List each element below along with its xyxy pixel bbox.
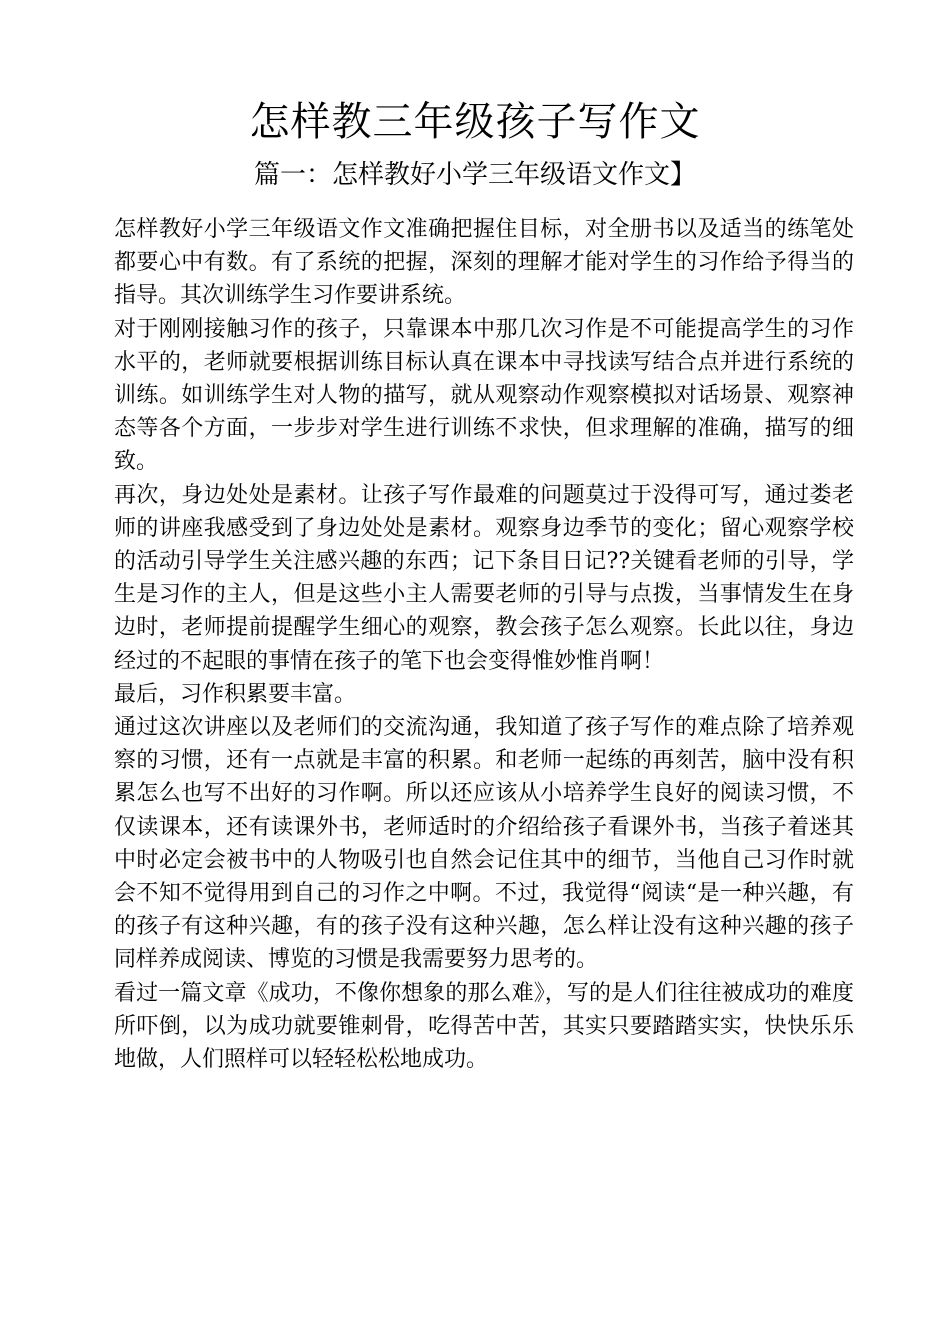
paragraph: 最后，习作积累要丰富。 [114,681,357,707]
document-title: 怎样教三年级孩子写作文 [249,99,701,145]
paragraph: 怎样教好小学三年级语文作文准确把握住目标，对全册书以及适当的练笔处都要心中有数。有了系统的把握，深刻的理解才能对学生的习作给予得当的指导。其次训练学生习作要讲系统。 [114,217,854,309]
document-body [114,213,854,1076]
paragraph: 看过一篇文章《成功，不像你想象的那么难》，写的是人们往往被成功的难度所吓倒，以为成功就要锥刺骨，吃得苦中苦，其实只要踏踏实实，快快乐乐地做，人们照样可以轻轻松松地成功。 [114,980,854,1073]
document-subtitle: 篇一：怎样教好小学三年级语文作文】 [253,160,696,190]
paragraph: 再次，身边处处是素材。让孩子写作最难的问题莫过于没得可写，通过娄老师的讲座我感受到了身边处处是素材。观察身边季节的变化；留心观察学校的活动引导学生关注感兴趣的东西；记下条目日记??关键看老师的引导，学生是习作的主人，但是这些小主人需要老师的引导与点拨，当事情发生在身边时，老师提前提醒学生细心的观察，教会孩子怎么观察。长此以往，身边经过的不起眼的事情在孩子的笔下也会变得惟妙惟肖啊！ [114,482,854,674]
paragraph: 通过这次讲座以及老师们的交流沟通，我知道了孩子写作的难点除了培养观察的习惯，还有一点就是丰富的积累。和老师一起练的再刻苦，脑中没有积累怎么也写不出好的习作啊。所以还应该从小培养学生良好的阅读习惯，不仅读课本，还有读课外书，老师适时的介绍给孩子看课外书，当孩子着迷其中时必定会被书中的人物吸引也自然会记住其中的细节，当他自己习作时就会不知不觉得用到自己的习作之中啊。不过，我觉得“阅读“是一种兴趣，有的孩子有这种兴趣，有的孩子没有这种兴趣，怎么样让没有这种兴趣的孩子同样养成阅读、博览的习惯是我需要努力思考的。 [114,715,854,973]
paragraph: 对于刚刚接触习作的孩子，只靠课本中那几次习作是不可能提高学生的习作水平的，老师就要根据训练目标认真在课本中寻找读写结合点并进行系统的训练。如训练学生对人物的描写，就从观察动作观察模拟对话场景、观察神态等各个方面，一步步对学生进行训练不求快，但求理解的准确，描写的细致。 [114,316,854,475]
